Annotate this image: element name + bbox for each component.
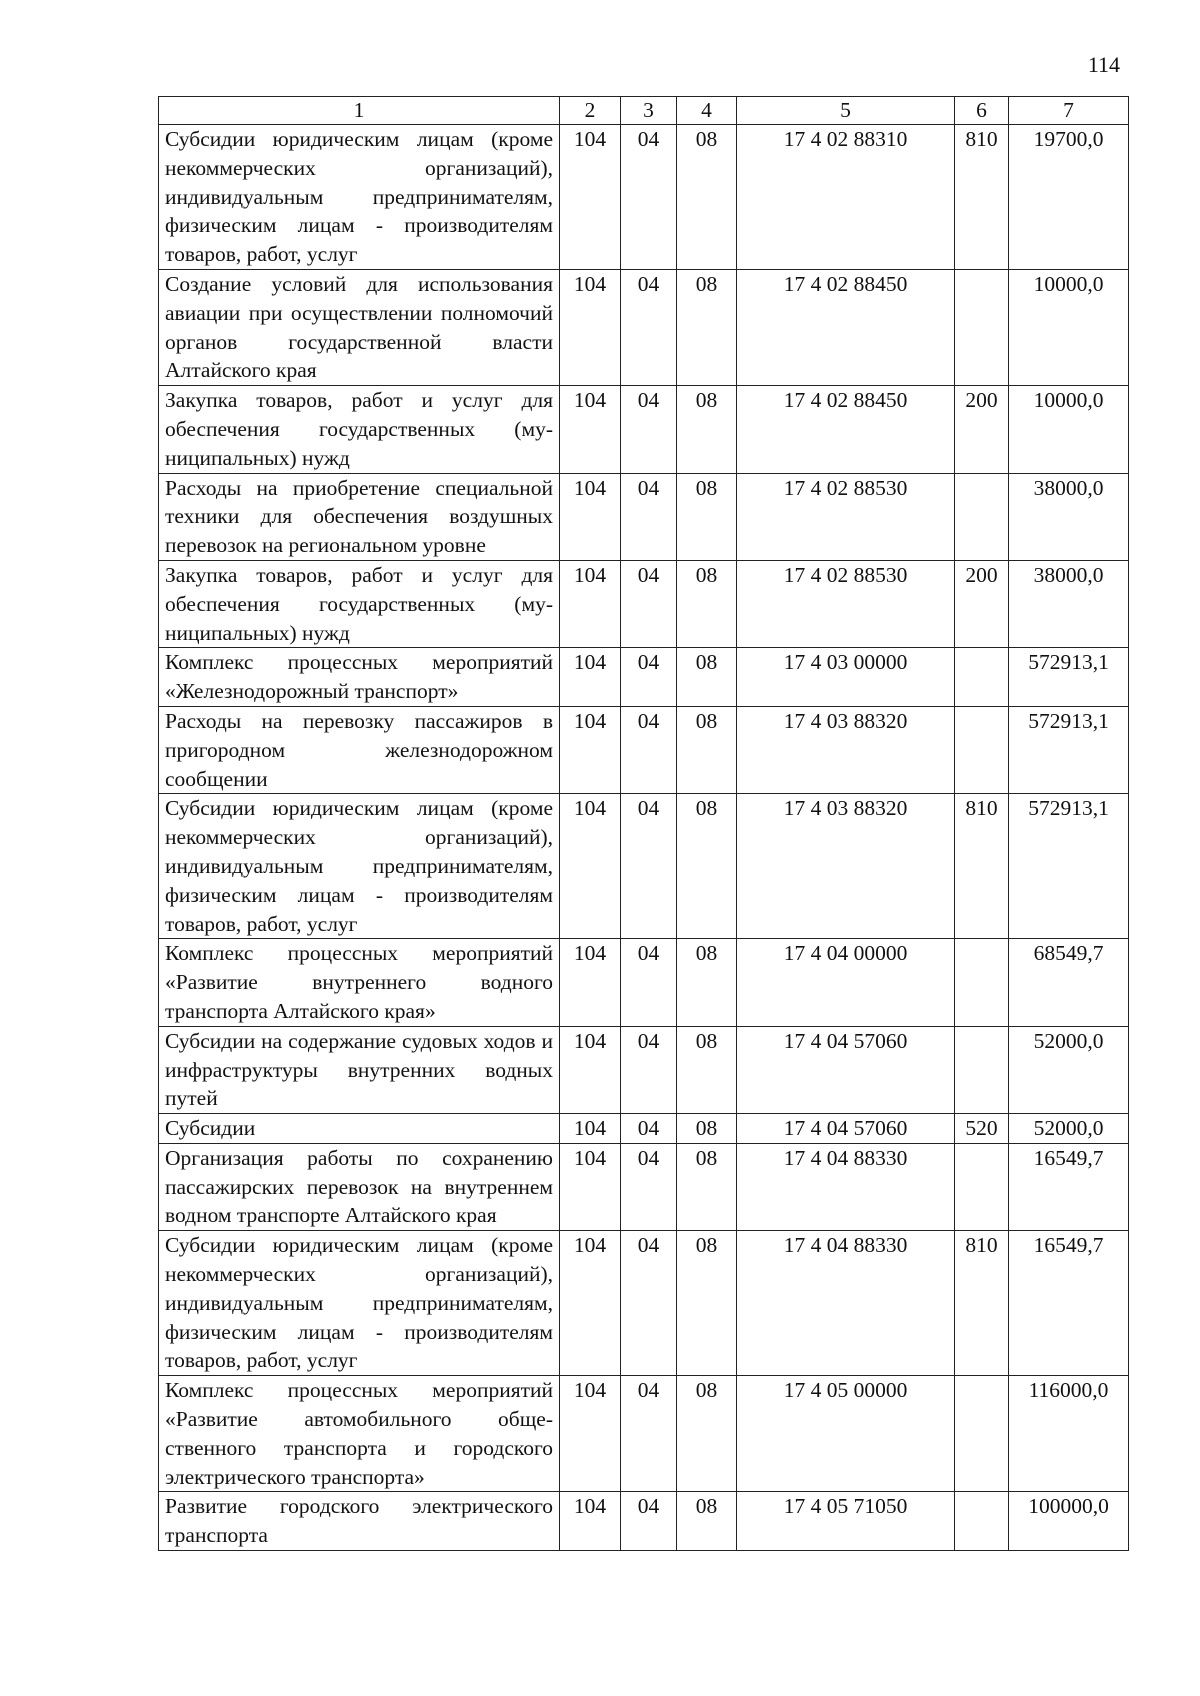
- cell-amount: 19700,0: [1009, 125, 1129, 270]
- cell-admin-code: 104: [560, 1143, 621, 1230]
- table-row: [159, 1492, 1129, 1551]
- cell-subsection: 08: [677, 125, 737, 270]
- cell-subsection: 08: [677, 1376, 737, 1492]
- cell-admin-code: 104: [560, 269, 621, 385]
- cell-target-article: 17 4 05 71050: [737, 1492, 955, 1551]
- cell-subsection: 08: [677, 1026, 737, 1113]
- cell-name: Комплекс процессных мероприятий «Развитие внутреннего водного транспорта Алтайского края»: [159, 939, 560, 1026]
- budget-table: [158, 96, 1129, 1551]
- cell-admin-code: 104: [560, 125, 621, 270]
- cell-subsection: 08: [677, 1231, 737, 1376]
- cell-amount: 38000,0: [1009, 560, 1129, 647]
- cell-admin-code: 104: [560, 473, 621, 560]
- cell-target-article: 17 4 02 88530: [737, 473, 955, 560]
- cell-name: Субсидии юридическим лицам (кроме некоммерческих организаций), индивидуальным предпринимателям, физическим лицам - производителям товаров, работ, услуг: [159, 1231, 560, 1376]
- table-row: [159, 473, 1129, 560]
- cell-amount: 16549,7: [1009, 1143, 1129, 1230]
- cell-section: 04: [621, 269, 677, 385]
- cell-section: 04: [621, 1143, 677, 1230]
- cell-admin-code: 104: [560, 560, 621, 647]
- header-cell: 6: [955, 97, 1009, 125]
- cell-admin-code: 104: [560, 1114, 621, 1144]
- cell-target-article: 17 4 02 88450: [737, 269, 955, 385]
- cell-expense-type: 810: [955, 1231, 1009, 1376]
- cell-target-article: 17 4 03 00000: [737, 648, 955, 707]
- header-cell: 2: [560, 97, 621, 125]
- cell-subsection: 08: [677, 1143, 737, 1230]
- cell-expense-type: 520: [955, 1114, 1009, 1144]
- cell-amount: 68549,7: [1009, 939, 1129, 1026]
- cell-name: Развитие городского электрического транспорта: [159, 1492, 560, 1551]
- cell-subsection: 08: [677, 794, 737, 939]
- cell-expense-type: [955, 269, 1009, 385]
- cell-section: 04: [621, 1026, 677, 1113]
- cell-target-article: 17 4 04 88330: [737, 1143, 955, 1230]
- table-row: [159, 939, 1129, 1026]
- cell-name: Субсидии юридическим лицам (кроме некоммерческих организаций), индивидуальным предпринимателям, физическим лицам - производителям товаров, работ, услуг: [159, 794, 560, 939]
- cell-amount: 572913,1: [1009, 706, 1129, 793]
- cell-name: Субсидии: [159, 1114, 560, 1144]
- cell-expense-type: 200: [955, 386, 1009, 473]
- table-row: [159, 648, 1129, 707]
- cell-section: 04: [621, 794, 677, 939]
- cell-name: Расходы на приобретение специальной техники для обеспечения воздушных перевозок на региональном уровне: [159, 473, 560, 560]
- cell-subsection: 08: [677, 473, 737, 560]
- cell-section: 04: [621, 1114, 677, 1144]
- cell-amount: 52000,0: [1009, 1114, 1129, 1144]
- cell-admin-code: 104: [560, 1026, 621, 1113]
- cell-subsection: 08: [677, 939, 737, 1026]
- cell-target-article: 17 4 04 88330: [737, 1231, 955, 1376]
- cell-admin-code: 104: [560, 1231, 621, 1376]
- cell-name: Комплекс процессных мероприятий «Железнодорожный транспорт»: [159, 648, 560, 707]
- page-number: 114: [1087, 52, 1120, 77]
- cell-target-article: 17 4 02 88450: [737, 386, 955, 473]
- cell-subsection: 08: [677, 1114, 737, 1144]
- cell-name: Расходы на перевозку пассажиров в пригородном железнодорожном сообщении: [159, 706, 560, 793]
- cell-name: Закупка товаров, работ и услуг для обеспечения государственных (муниципальных) нужд: [159, 386, 560, 473]
- header-cell: 1: [159, 97, 560, 125]
- cell-admin-code: 104: [560, 648, 621, 707]
- cell-amount: 572913,1: [1009, 794, 1129, 939]
- cell-target-article: 17 4 03 88320: [737, 794, 955, 939]
- header-cell: 3: [621, 97, 677, 125]
- table-row: [159, 706, 1129, 793]
- cell-amount: 38000,0: [1009, 473, 1129, 560]
- cell-subsection: 08: [677, 1492, 737, 1551]
- cell-section: 04: [621, 1231, 677, 1376]
- cell-admin-code: 104: [560, 939, 621, 1026]
- table-row: [159, 1231, 1129, 1376]
- cell-target-article: 17 4 02 88310: [737, 125, 955, 270]
- cell-expense-type: [955, 1026, 1009, 1113]
- cell-expense-type: 200: [955, 560, 1009, 647]
- cell-section: 04: [621, 1492, 677, 1551]
- cell-target-article: 17 4 05 00000: [737, 1376, 955, 1492]
- cell-section: 04: [621, 706, 677, 793]
- table-row: [159, 1376, 1129, 1492]
- cell-expense-type: [955, 1492, 1009, 1551]
- cell-amount: 10000,0: [1009, 269, 1129, 385]
- cell-target-article: 17 4 03 88320: [737, 706, 955, 793]
- header-cell: 5: [737, 97, 955, 125]
- table-row: [159, 125, 1129, 270]
- table-row: [159, 794, 1129, 939]
- cell-expense-type: 810: [955, 794, 1009, 939]
- cell-name: Организация работы по сохранению пассажирских перевозок на внутреннем водном транспорте Алтайского края: [159, 1143, 560, 1230]
- header-cell: 7: [1009, 97, 1129, 125]
- cell-expense-type: [955, 1143, 1009, 1230]
- cell-expense-type: [955, 473, 1009, 560]
- cell-section: 04: [621, 1376, 677, 1492]
- cell-admin-code: 104: [560, 386, 621, 473]
- cell-subsection: 08: [677, 560, 737, 647]
- table-row: [159, 1114, 1129, 1144]
- table-row: [159, 1143, 1129, 1230]
- cell-expense-type: [955, 648, 1009, 707]
- cell-expense-type: 810: [955, 125, 1009, 270]
- cell-name: Создание условий для использования авиации при осуществлении полномочий органов государственной власти Алтайского края: [159, 269, 560, 385]
- table-row: [159, 386, 1129, 473]
- cell-amount: 16549,7: [1009, 1231, 1129, 1376]
- cell-target-article: 17 4 04 57060: [737, 1026, 955, 1113]
- cell-subsection: 08: [677, 386, 737, 473]
- cell-section: 04: [621, 125, 677, 270]
- cell-amount: 572913,1: [1009, 648, 1129, 707]
- cell-amount: 100000,0: [1009, 1492, 1129, 1551]
- cell-name: Закупка товаров, работ и услуг для обеспечения государственных (муниципальных) нужд: [159, 560, 560, 647]
- cell-amount: 10000,0: [1009, 386, 1129, 473]
- cell-expense-type: [955, 939, 1009, 1026]
- cell-section: 04: [621, 939, 677, 1026]
- cell-admin-code: 104: [560, 706, 621, 793]
- cell-amount: 116000,0: [1009, 1376, 1129, 1492]
- cell-name: Комплекс процессных мероприятий «Развитие автомобильного общественного транспорта и городского электрического транспорта»: [159, 1376, 560, 1492]
- cell-admin-code: 104: [560, 1376, 621, 1492]
- cell-expense-type: [955, 706, 1009, 793]
- header-cell: 4: [677, 97, 737, 125]
- table-row: [159, 560, 1129, 647]
- cell-admin-code: 104: [560, 794, 621, 939]
- cell-admin-code: 104: [560, 1492, 621, 1551]
- cell-section: 04: [621, 648, 677, 707]
- cell-target-article: 17 4 04 00000: [737, 939, 955, 1026]
- table-row: [159, 1026, 1129, 1113]
- cell-name: Субсидии юридическим лицам (кроме некоммерческих организаций), индивидуальным предпринимателям, физическим лицам - производителям товаров, работ, услуг: [159, 125, 560, 270]
- header-row: [159, 97, 1129, 125]
- cell-target-article: 17 4 02 88530: [737, 560, 955, 647]
- cell-subsection: 08: [677, 269, 737, 385]
- cell-target-article: 17 4 04 57060: [737, 1114, 955, 1144]
- cell-subsection: 08: [677, 648, 737, 707]
- table-row: [159, 269, 1129, 385]
- cell-section: 04: [621, 386, 677, 473]
- cell-expense-type: [955, 1376, 1009, 1492]
- cell-amount: 52000,0: [1009, 1026, 1129, 1113]
- cell-section: 04: [621, 560, 677, 647]
- cell-subsection: 08: [677, 706, 737, 793]
- cell-section: 04: [621, 473, 677, 560]
- cell-name: Субсидии на содержание судовых ходов и инфраструктуры внутренних водных путей: [159, 1026, 560, 1113]
